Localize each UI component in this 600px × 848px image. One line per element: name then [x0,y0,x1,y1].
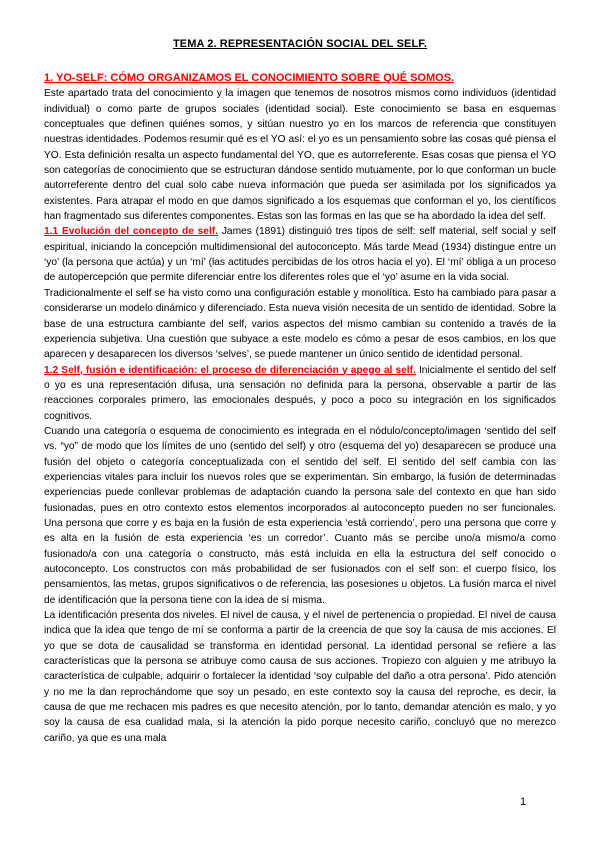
section-1-1-text: James (1891) distinguió tres tipos de self: self material, self social y self espiritual, iniciando la concepción multidimensional del autoconcepto. Más tarde Mead (1934) distingue entre un ‘yo’ (la persona que actúa) y un ‘mí’ (las actitudes percibidas de los otros hacia el yo). El ‘mí’ obliga a un proceso de autopercepción que permite diferenciar entre los diferentes roles que el ‘yo’ asume en la vida social. [44,226,556,284]
document-body [44,71,556,746]
section-1-2-heading: 1.2 Self, fusión e identificación: el proceso de diferenciación y apego al self. [44,364,416,376]
section-1-2-paragraph-2: Cuando una categoría o esquema de conocimiento es integrada en el nódulo/concepto/imagen ‘sentido del self vs. “yo” de modo que los límites de uno (sentido del self) y otro (esquema del yo) desaparecen se produce una fusión del objeto o categoría conceptualizada con el sentido del self. El sentido del self cambia con las experiencias vitales para incluir los nuevos roles que se experimentan. Sin embargo, la fusión de determinadas experiencias puede conllevar problemas de adaptación cuando la persona sale del contexto en que han sido fusionadas, pues en otro contexto estos elementos incorporados al autoconcepto pueden no ser funcionales. Una persona que corre y es baja en la fusión de esta experiencia ‘está corriendo’, pero una persona que corre y es alta en la fusión de esta experiencia ‘es un corredor’. Cuanto más se percibe uno/a mismo/a como fusionado/a con una categoría o constructo, más está incluida en ella la estructura del self conocido o autoconcepto. Los constructos con más probabilidad de ser fusionados con el self son: el cuerpo físico, los pensamientos, las metas, grupos significativos o de referencia, las posesiones u objetos. La fusión marca el nivel de identificación que la persona tiene con la idea de sí misma. [44,425,556,606]
section-1-heading: 1. YO-SELF: CÓMO ORGANIZAMOS EL CONOCIMIENTO SOBRE QUÉ SOMOS. [44,72,455,84]
section-1-2-text: Inicialmente el sentido del self o yo es una representación difusa, una sensación no definida para la persona, observable a partir de las reacciones corporales primero, las emocionales después, y poco a poco su integración en los significados cognitivos. [44,364,556,422]
page-number: 1 [520,796,527,808]
document-title: TEMA 2. REPRESENTACIÓN SOCIAL DEL SELF. [172,38,428,50]
section-1-1-paragraph [44,224,556,285]
section-1-paragraph: Este apartado trata del conocimiento y la imagen que tenemos de nosotros mismos como individuos (identidad individual) o como parte de grupos sociales (identidad social). Este conocimiento se basa en esquemas conceptuales que definen quiénes somos, y sitúan nuestro yo en los marcos de referencia que constituyen nuestras identidades. Podemos resumir qué es el YO así: el yo es un pensamiento sobre las cosas qué piensa el YO. Esta definición resalta un aspecto fundamental del YO, que es autorreferente. Esas cosas que piensa el YO son categorías de conocimiento que se estructuran dándose sentido mutuamente, por lo que conforman un bucle autorreferente dentro del cual solo cabe nueva información que pueda ser asimilada por los significados ya existentes. Para atrapar el modo en que damos significado a los esquemas que conforman el yo, los científicos han fragmentado sus diferentes componentes. Estas son las formas en las que se ha abordado la idea del self. [44,88,556,223]
section-1-2-paragraph [44,363,556,424]
section-1-1-heading: 1.1 Evolución del concepto de self. [44,226,219,238]
section-1-1-paragraph-2: Tradicionalmente el self se ha visto como una configuración estable y monolítica. Esto ha cambiado para pasar a considerarse un modelo dinámico y diferenciado. Esta nueva visión necesita de un sentido de identidad. Sobre la base de una estructura cambiante del self, varios aspectos del mismo cambian su contenido a través de la experiencia subjetiva. Una cuestión que subyace a este modelo es cómo a pesar de esos cambios, en los que aparecen y desaparecen los diversos ‘selves’, se puede mantener un único sentido de identidad personal. [44,287,556,361]
section-1-2-paragraph-3: La identificación presenta dos niveles. El nivel de causa, y el nivel de pertenencia o propiedad. El nivel de causa indica que la idea que tengo de mí se conforma a partir de la creencia de que soy la causa de mis acciones. El yo que se dota de causalidad se transforma en identidad personal. La identidad personal se refiere a las características que la persona se atribuye como causa de sus acciones. Tropiezo con alguien y me atribuyo la característica de culpable, adquirir o fortalecer la identidad ‘soy culpable del daño a otra persona’. Pido atención y no me la dan reprochándome que soy un pesado, en este contexto soy la causa del reproche, es decir, la causa de que me rechacen mis padres es que necesito atención, por lo tanto, demandar atención es malo, y yo soy la causa de esa cualidad mala, si la atención la pido porque necesito cariño, concluyó que no merezco cariño, ya que es una mala [44,610,556,744]
